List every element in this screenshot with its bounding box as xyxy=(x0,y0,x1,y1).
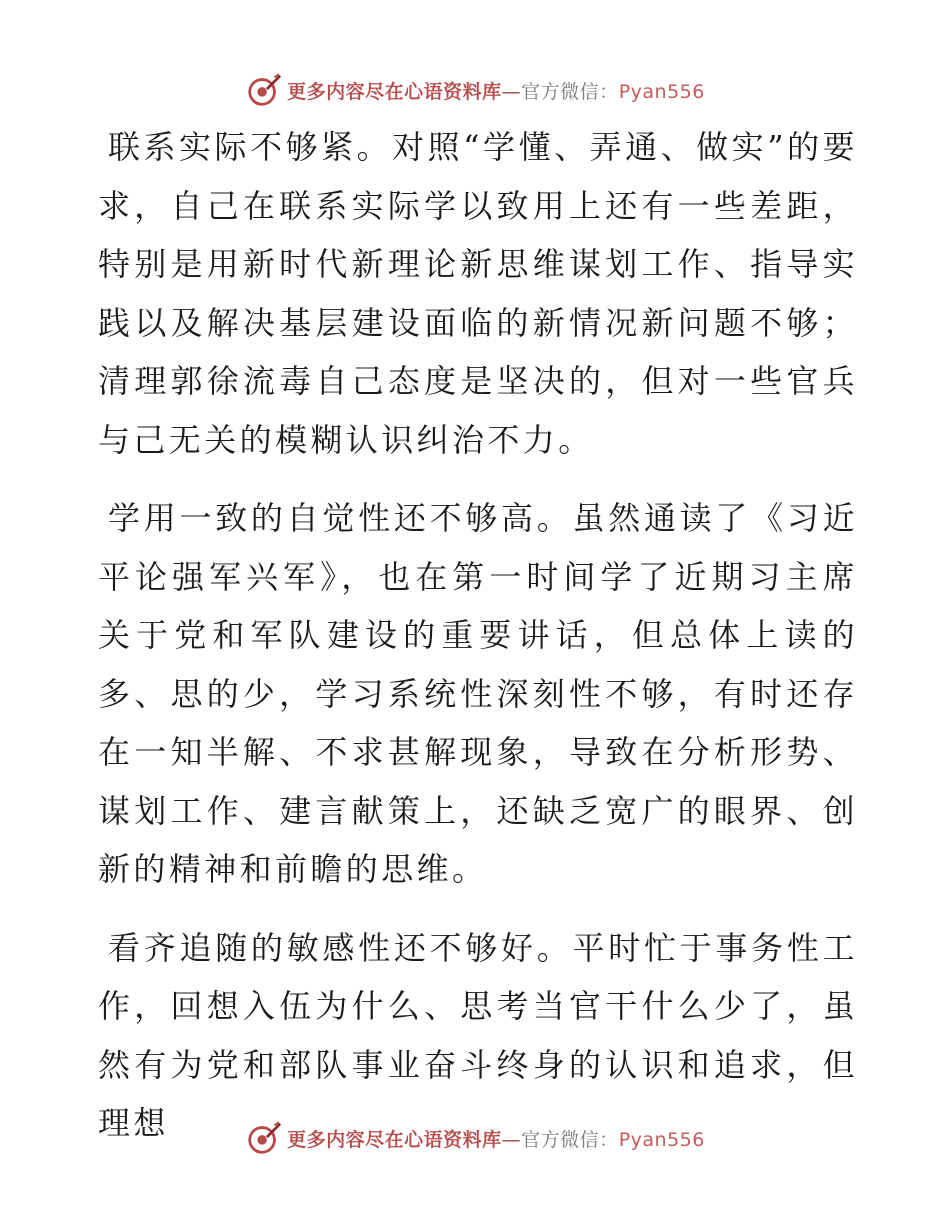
footer-middle-text: 官方微信： xyxy=(521,1128,619,1151)
header-dash: — xyxy=(501,80,522,103)
footer-text xyxy=(287,1125,705,1152)
paragraph: 看齐追随的敏感性还不够好。平时忙于事务性工作，回想入伍为什么、思考当官干什么少了，虽然有为党和部队事业奋斗终身的认识和追求，但理想 xyxy=(98,928,858,1142)
header-middle-text: 官方微信： xyxy=(521,80,619,103)
footer-left-text: 更多内容尽在心语资料库 xyxy=(287,1128,502,1151)
document-body xyxy=(98,118,858,1173)
header-banner xyxy=(0,70,950,110)
header-text xyxy=(287,77,705,104)
footer-dash: — xyxy=(501,1128,522,1151)
paragraph: 学用一致的自觉性还不够高。虽然通读了《习近平论强军兴军》，也在第一时间学了近期习主席关于党和军队建设的重要讲话，但总体上读的多、思的少，学习系统性深刻性不够，有时还存在一知半解、不求甚解现象，导致在分析形势、谋划工作、建言献策上，还缺乏宽广的眼界、创新的精神和前瞻的思维。 xyxy=(98,499,858,888)
header-wechat-id: Pyan556 xyxy=(618,80,705,103)
footer-wechat-id: Pyan556 xyxy=(618,1128,705,1151)
paragraph: 联系实际不够紧。对照“学懂、弄通、做实”的要求，自己在联系实际学以致用上还有一些差距，特别是用新时代新理论新思维谋划工作、指导实践以及解决基层建设面临的新情况新问题不够；清理郭徐流毒自己态度是坚决的，但对一些官兵与己无关的模糊认识纠治不力。 xyxy=(98,128,858,459)
footer-banner xyxy=(0,1118,950,1158)
quill-logo-icon xyxy=(245,1119,283,1157)
header-left-text: 更多内容尽在心语资料库 xyxy=(287,80,502,103)
quill-logo-icon xyxy=(245,71,283,109)
